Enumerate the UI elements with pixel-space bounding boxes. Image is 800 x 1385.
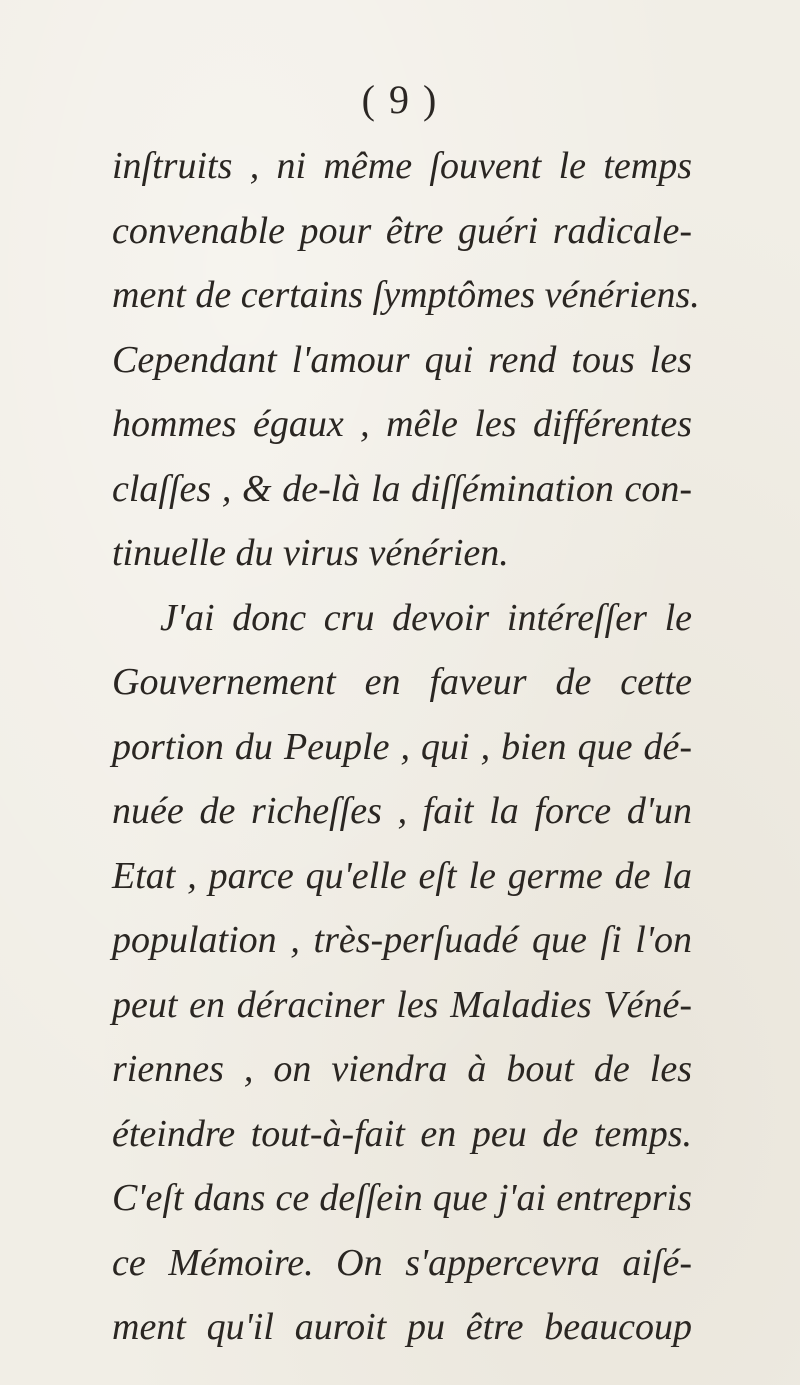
- text-line: convenable pour être guéri radicale-: [112, 209, 692, 252]
- text-line: riennes , on viendra à bout de les: [112, 1048, 692, 1090]
- text-line: ce Mémoire. On s'appercevra aiſé-: [112, 1241, 692, 1284]
- text-line: ment de certains ſymptômes vénériens.: [112, 274, 700, 316]
- text-line: claſſes , & de-là la diſſémination con-: [112, 467, 692, 510]
- body-text: [112, 134, 700, 1360]
- text-line: tinuelle du virus vénérien.: [112, 532, 509, 574]
- text-line: J'ai donc cru devoir intéreſſer le: [160, 596, 692, 639]
- text-line: Cependant l'amour qui rend tous les: [112, 338, 692, 381]
- text-line: C'eſt dans ce deſſein que j'ai entrepris: [112, 1177, 692, 1219]
- text-line: éteindre tout-à-fait en peu de temps.: [112, 1112, 692, 1155]
- text-line: Gouvernement en faveur de cette: [112, 661, 692, 703]
- text-line: ment qu'il auroit pu être beaucoup: [112, 1306, 692, 1348]
- text-line: inſtruits , ni même ſouvent le temps: [112, 145, 692, 187]
- text-line: population , très-perſuadé que ſi l'on: [112, 919, 692, 961]
- text-line: Etat , parce qu'elle eſt le germe de la: [112, 854, 692, 897]
- page-number: ( 9 ): [361, 77, 439, 122]
- text-line: portion du Peuple , qui , bien que dé-: [112, 725, 692, 768]
- text-line: hommes égaux , mêle les différentes: [112, 403, 692, 445]
- text-line: peut en déraciner les Maladies Véné-: [112, 983, 692, 1026]
- text-line: nuée de richeſſes , fait la force d'un: [112, 790, 692, 832]
